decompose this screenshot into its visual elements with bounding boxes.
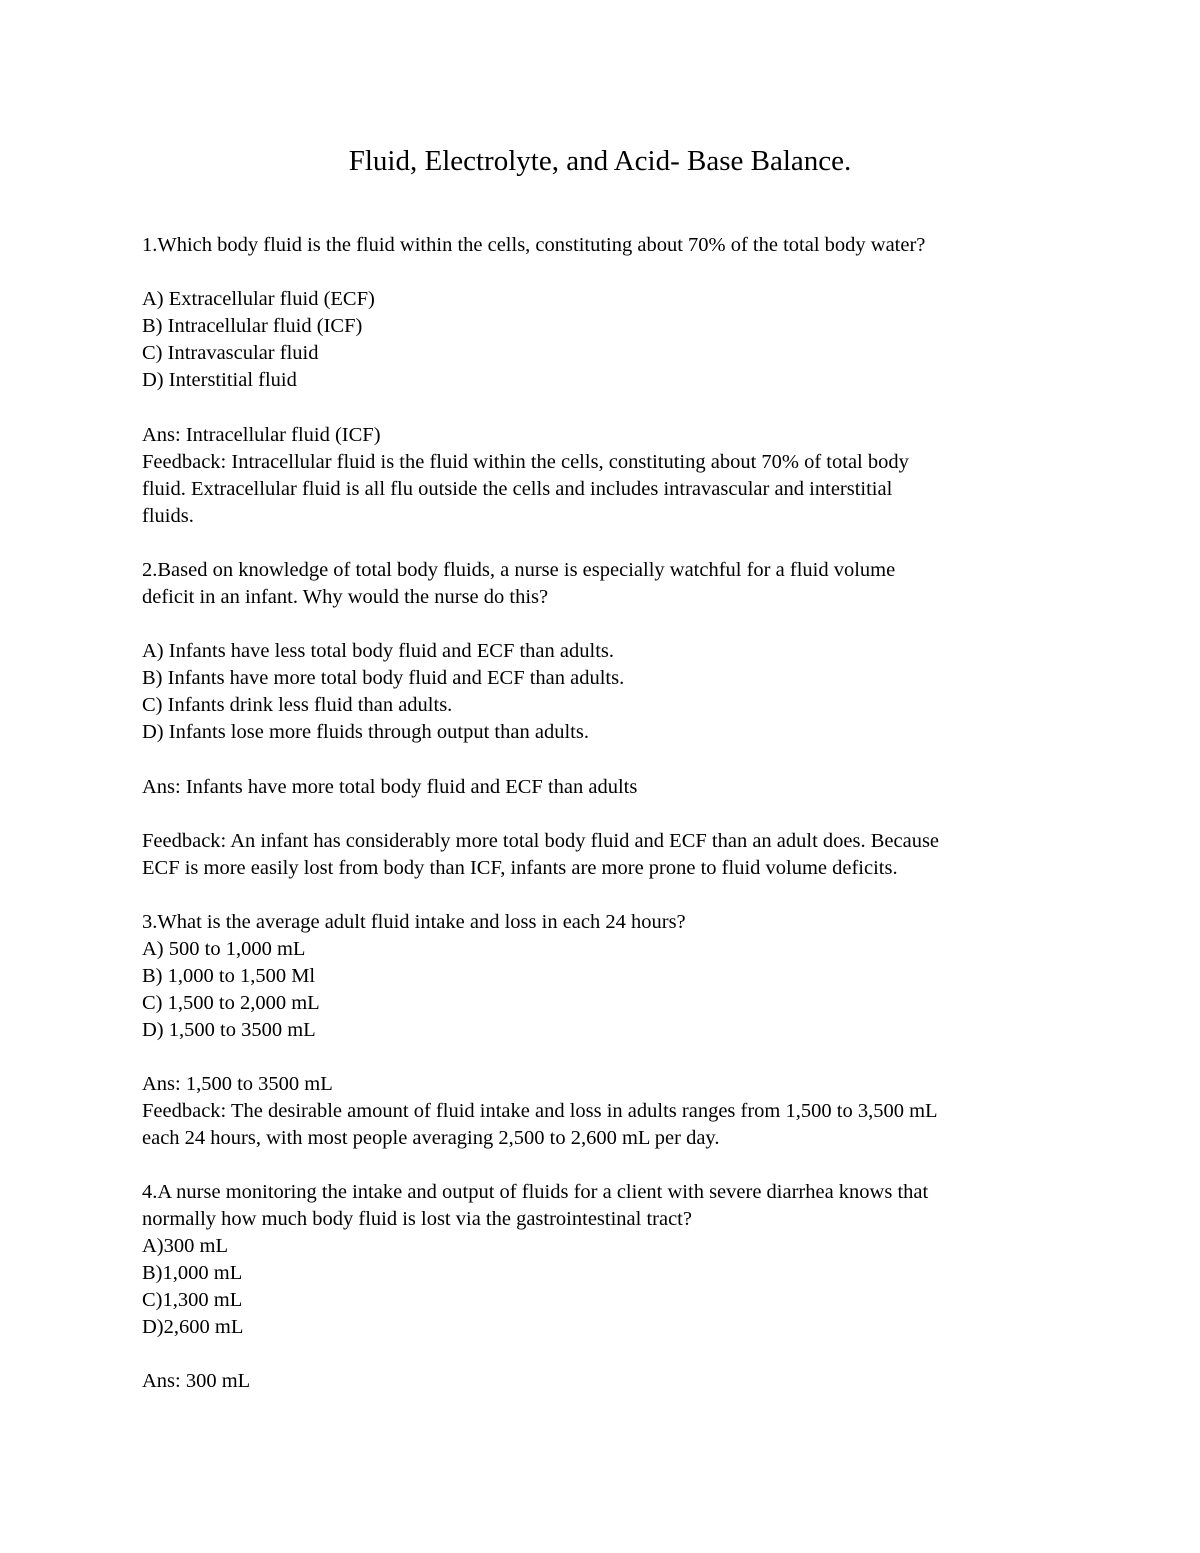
- answer-option: B) Infants have more total body fluid and ECF than adults.: [142, 667, 625, 689]
- answer-text: Ans: Infants have more total body fluid and ECF than adults: [142, 776, 638, 798]
- question-3-answer-block: [142, 1071, 1072, 1152]
- document-title: Fluid, Electrolyte, and Acid- Base Balance.: [348, 145, 852, 177]
- answer-option: B) Intracellular fluid (ICF): [142, 315, 363, 337]
- feedback-text: fluids.: [142, 505, 194, 527]
- answer-option: B)1,000 mL: [142, 1262, 243, 1284]
- feedback-text: Feedback: Intracellular fluid is the fluid within the cells, constituting about 70% of total body: [142, 451, 909, 473]
- answer-option: D) Interstitial fluid: [142, 369, 297, 391]
- question-4-answer: [142, 1368, 1072, 1395]
- question-1: [142, 232, 1072, 259]
- question-text: 1.Which body fluid is the fluid within the cells, constituting about 70% of the total body water?: [142, 234, 926, 256]
- answer-option: C) Infants drink less fluid than adults.: [142, 694, 453, 716]
- question-text: 3.What is the average adult fluid intake and loss in each 24 hours?: [142, 911, 686, 933]
- feedback-text: Feedback: An infant has considerably more total body fluid and ECF than an adult does. Because: [142, 830, 940, 852]
- answer-text: Ans: Intracellular fluid (ICF): [142, 424, 381, 446]
- answer-option: D)2,600 mL: [142, 1316, 244, 1338]
- question-3: [142, 909, 1072, 1044]
- answer-text: Ans: 1,500 to 3500 mL: [142, 1073, 333, 1095]
- answer-option: C) 1,500 to 2,000 mL: [142, 992, 320, 1014]
- question-text: normally how much body fluid is lost via the gastrointestinal tract?: [142, 1208, 692, 1230]
- question-text: 2.Based on knowledge of total body fluids, a nurse is especially watchful for a fluid volume: [142, 559, 896, 581]
- answer-option: A) Infants have less total body fluid and ECF than adults.: [142, 640, 614, 662]
- question-2-answer: [142, 774, 1072, 801]
- answer-option: A) 500 to 1,000 mL: [142, 938, 306, 960]
- question-text: deficit in an infant. Why would the nurse do this?: [142, 586, 549, 608]
- question-1-options: [142, 286, 1072, 394]
- feedback-text: each 24 hours, with most people averaging 2,500 to 2,600 mL per day.: [142, 1127, 720, 1149]
- answer-option: D) Infants lose more fluids through output than adults.: [142, 721, 589, 743]
- question-text: 4.A nurse monitoring the intake and output of fluids for a client with severe diarrhea knows that: [142, 1181, 929, 1203]
- question-2: [142, 557, 1072, 611]
- question-2-options: [142, 638, 1072, 746]
- answer-option: D) 1,500 to 3500 mL: [142, 1019, 316, 1041]
- question-2-feedback: [142, 828, 1072, 882]
- feedback-text: Feedback: The desirable amount of fluid intake and loss in adults ranges from 1,500 to 3,500 mL: [142, 1100, 938, 1122]
- answer-option: C) Intravascular fluid: [142, 342, 319, 364]
- feedback-text: ECF is more easily lost from body than ICF, infants are more prone to fluid volume deficits.: [142, 857, 898, 879]
- question-1-answer-block: [142, 422, 1072, 530]
- answer-option: B) 1,000 to 1,500 Ml: [142, 965, 316, 987]
- answer-option: A)300 mL: [142, 1235, 228, 1257]
- answer-option: A) Extracellular fluid (ECF): [142, 288, 375, 310]
- answer-text: Ans: 300 mL: [142, 1370, 251, 1392]
- answer-option: C)1,300 mL: [142, 1289, 243, 1311]
- question-4: [142, 1179, 1072, 1341]
- feedback-text: fluid. Extracellular fluid is all flu outside the cells and includes intravascular and interstitial: [142, 478, 893, 500]
